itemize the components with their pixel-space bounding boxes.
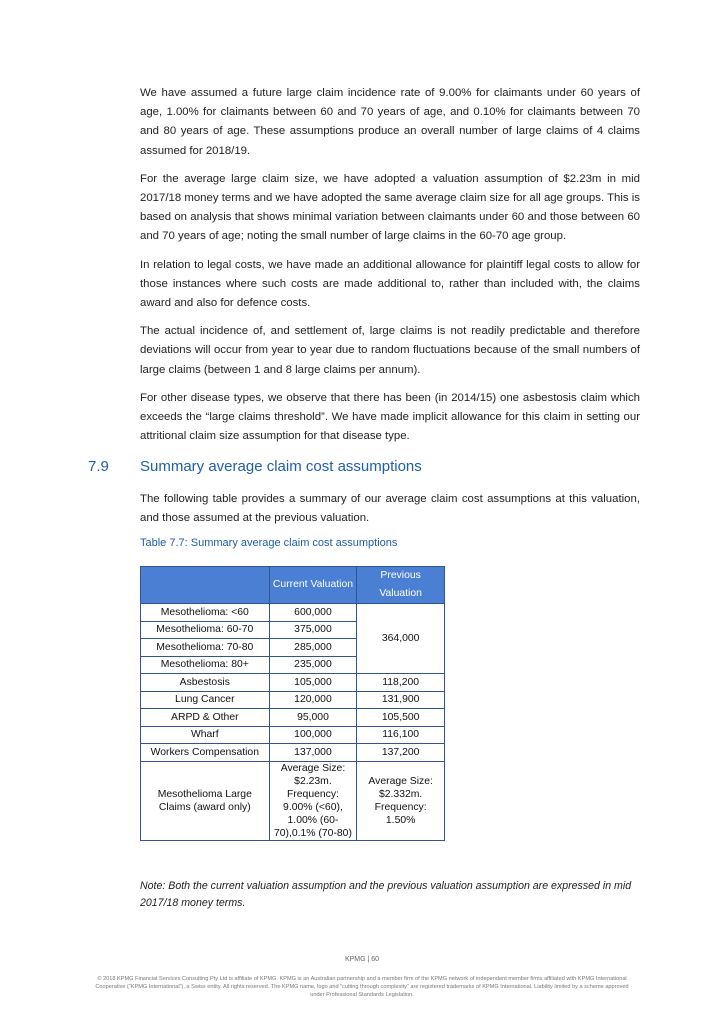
paragraph-large-claim-incidence: We have assumed a future large claim incidence rate of 9.00% for claimants under 60 years of age, 1.00% for claimants between 60 and 70 years of age, and 0.10% for claimants between 70 and 80 years of age. These assumptions produce an overall number of large claims of 4 claims assumed for 2018/19. [140, 87, 640, 157]
table-row [141, 744, 445, 762]
copyright-notice: © 2018 KPMG Financial Services Consulting Pty Ltd is affiliate of KPMG. KPMG is an Australian partnership and a member firm of the KPMG network of independent member firms affiliated with KPMG International Cooperative (“KPMG International”), a Swiss entity. All rights reserved. The KPMG name, logo and “cutting through complexity” are registered trademarks of KPMG International. Liability limited by a scheme approved under Professional Standards Legislation. [95, 976, 629, 998]
current-value: 137,000 [269, 744, 357, 762]
current-value: 95,000 [269, 709, 357, 727]
paragraph-legal-costs: In relation to legal costs, we have made an additional allowance for plaintiff legal costs to allow for those instances where such costs are made additional to, rather than included with, the claims award and also for defence costs. [140, 258, 640, 310]
current-value: 285,000 [269, 639, 357, 657]
current-value: Average Size: $2.23m. Frequency: 9.00% (<60), 1.00% (60-70),0.1% (70-80) [269, 761, 357, 840]
section-intro: The following table provides a summary of our average claim cost assumptions at this valuation, and those assumed at the previous valuation. [140, 493, 640, 525]
section-number: 7.9 [88, 458, 109, 475]
summary-claim-cost-table [140, 566, 445, 841]
table-note: Note: Both the current valuation assumption and the previous valuation assumption are expressed in mid 2017/18 money terms. [140, 880, 632, 909]
table-row [141, 674, 445, 692]
current-value: 375,000 [269, 621, 357, 639]
row-label: Asbestosis [141, 674, 270, 692]
table-caption: Table 7.7: Summary average claim cost assumptions [140, 537, 398, 549]
row-label: Wharf [141, 726, 270, 744]
row-label: Mesothelioma: 60-70 [141, 621, 270, 639]
current-value: 235,000 [269, 656, 357, 674]
table-row [141, 604, 445, 622]
header-current-valuation: Current Valuation [269, 567, 357, 604]
table-row [141, 726, 445, 744]
previous-value: 118,200 [357, 674, 445, 692]
current-value: 600,000 [269, 604, 357, 622]
row-label: Mesothelioma: <60 [141, 604, 270, 622]
table-row [141, 709, 445, 727]
previous-value: 105,500 [357, 709, 445, 727]
table-header-row [141, 567, 445, 604]
body-paragraphs [140, 84, 640, 455]
mesothelioma-previous-value: 364,000 [357, 604, 445, 674]
row-label: Mesothelioma: 70-80 [141, 639, 270, 657]
paragraph-other-disease-types: For other disease types, we observe that there has been (in 2014/15) one asbestosis claim which exceeds the “large claims threshold”. We have made implicit allowance for this claim in setting our attritional claim size assumption for that disease type. [140, 391, 640, 443]
previous-value: 116,100 [357, 726, 445, 744]
page-number: KPMG | 60 [344, 956, 380, 963]
row-label: ARPD & Other [141, 709, 270, 727]
previous-value: Average Size: $2.332m. Frequency: 1.50% [357, 761, 445, 840]
previous-value: 137,200 [357, 744, 445, 762]
section-title: Summary average claim cost assumptions [140, 458, 422, 475]
previous-value: 131,900 [357, 691, 445, 709]
row-label: Lung Cancer [141, 691, 270, 709]
paragraph-incidence-deviation: The actual incidence of, and settlement of, large claims is not readily predictable and therefore deviations will occur from year to year due to random fluctuations because of the small numbers of large claims (between 1 and 8 large claims per annum). [140, 325, 640, 376]
current-value: 100,000 [269, 726, 357, 744]
row-label: Mesothelioma Large Claims (award only) [141, 761, 270, 840]
current-value: 105,000 [269, 674, 357, 692]
table-row-large-claims [141, 761, 445, 840]
table-row [141, 691, 445, 709]
row-label: Mesothelioma: 80+ [141, 656, 270, 674]
current-value: 120,000 [269, 691, 357, 709]
paragraph-average-claim-size: For the average large claim size, we have adopted a valuation assumption of $2.23m in mid 2017/18 money terms and we have adopted the same average claim size for all age groups. This is based on analysis that shows minimal variation between claimants under 60 and those between 60 and 70 years of age; noting the small number of large claims in the 60-70 age group. [140, 172, 640, 243]
header-previous-valuation: Previous Valuation [357, 567, 445, 604]
header-blank-cell [141, 567, 270, 604]
row-label: Workers Compensation [141, 744, 270, 762]
